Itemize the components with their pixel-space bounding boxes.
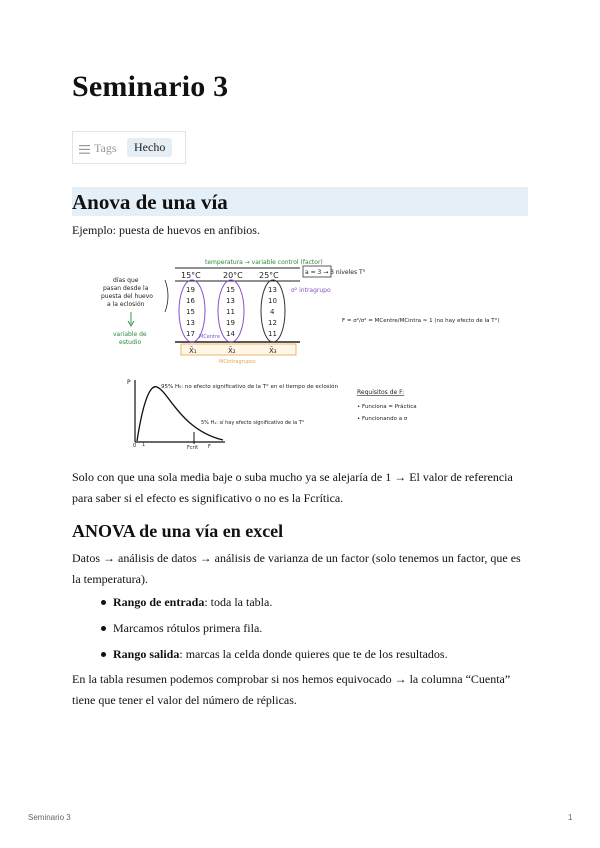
bullet-text-rango-salida: : marcas la celda donde quieres que te de los resultados. xyxy=(179,647,448,661)
bullet-strong-rango-entrada: Rango de entrada xyxy=(113,595,205,609)
cell-c3-r1: 13 xyxy=(268,286,277,294)
plot-tick-1: 1 xyxy=(142,442,146,448)
footer-title: Seminario 3 xyxy=(28,813,71,822)
response-var-2: estudio xyxy=(119,339,142,346)
h0-annotation: 95% H₀: no efecto significativo de la T° en el tiempo de eclosión xyxy=(161,384,338,390)
list-icon xyxy=(79,145,90,154)
column-header-25: 25°C xyxy=(259,271,279,280)
cell-c3-r5: 11 xyxy=(268,330,277,338)
requisites-title: Requisitos de F: xyxy=(357,389,405,396)
footer-page-number: 1 xyxy=(568,813,573,822)
tags-label xyxy=(79,141,117,156)
mean-3: X̄₃ xyxy=(269,347,277,355)
intro-paragraph: Ejemplo: puesta de huevos en anfibios. xyxy=(72,223,260,237)
tags-property xyxy=(72,131,186,164)
cell-c2-r4: 19 xyxy=(226,319,235,327)
sketch-top-label: temperatura → variable control (factor) xyxy=(205,259,323,266)
mcentre-label: MCentre xyxy=(199,334,221,340)
h1-annotation: 5% H₁: sí hay efecto significativo de la T° xyxy=(201,420,305,426)
cell-c2-r1: 15 xyxy=(226,286,235,294)
list-item xyxy=(72,618,530,644)
left-note-1: días que xyxy=(113,277,139,284)
f-formula: F = σ²/σ² = MCentre/MCintra ≈ 1 (no hay efecto de la T°) xyxy=(342,318,500,324)
bullet-text-rango-entrada: : toda la tabla. xyxy=(204,595,273,609)
list-item xyxy=(72,644,530,670)
mean-2: X̄₂ xyxy=(228,347,236,355)
column-header-15: 15°C xyxy=(181,271,201,280)
f-distribution-curve xyxy=(137,387,223,441)
outro-paragraph: En la tabla resumen podemos comprobar si nos hemos equivocado → la columna “Cuenta” tiene que tener el valor del número de réplicas. xyxy=(72,672,511,707)
left-note-brace xyxy=(165,280,168,312)
cell-c3-r3: 4 xyxy=(270,308,275,316)
plot-axis-p: P xyxy=(127,379,131,386)
cell-c2-r3: 11 xyxy=(226,308,235,316)
page-title: Seminario 3 xyxy=(72,70,229,103)
cell-c1-r5: 17 xyxy=(186,330,195,338)
list-item xyxy=(72,592,530,618)
mcinter-label: MCintragrupos xyxy=(219,359,256,365)
excel-steps-list xyxy=(72,592,530,670)
intragroup-label: σ² intragrupo xyxy=(291,287,331,294)
cell-c3-r2: 10 xyxy=(268,297,277,305)
section-heading-anova: Anova de una vía xyxy=(72,190,228,214)
tags-label-text: Tags xyxy=(94,141,117,155)
cell-c1-r3: 15 xyxy=(186,308,195,316)
cell-c2-r5: 14 xyxy=(226,330,235,338)
requisite-2: • Funcionando a σ xyxy=(357,416,408,422)
cell-c2-r2: 13 xyxy=(226,297,235,305)
means-box xyxy=(181,344,296,355)
cell-c1-r4: 13 xyxy=(186,319,195,327)
mean-1: X̄₁ xyxy=(189,347,197,355)
levels-note: a = 3 → 3 niveles T° xyxy=(305,269,366,276)
left-note-4: a la eclosión xyxy=(107,301,145,308)
response-var-1: variable de xyxy=(113,331,147,338)
left-note-2: pasan desde la xyxy=(103,285,149,292)
left-note-3: puesta del huevo xyxy=(101,293,153,300)
plot-axis-f: F xyxy=(208,444,211,450)
bullet-text-rotulos: Marcamos rótulos primera fila. xyxy=(113,621,263,635)
plot-tick-0: 0 xyxy=(133,443,137,449)
requisite-1: • Funciona = Práctica xyxy=(357,404,417,410)
cell-c1-r1: 19 xyxy=(186,286,195,294)
cell-c3-r4: 12 xyxy=(268,319,277,327)
figure-explanation-paragraph: Solo con que una sola media baje o suba mucho ya se alejaría de 1 → El valor de referencia para saber si el efecto es significativo o no es la Fcrítica. xyxy=(72,470,513,505)
status-badge[interactable]: Hecho xyxy=(127,138,172,157)
section-heading-excel: ANOVA de una vía en excel xyxy=(72,521,284,541)
bullet-strong-rango-salida: Rango salida xyxy=(113,647,180,661)
cell-c1-r2: 16 xyxy=(186,297,195,305)
handwritten-notes-figure xyxy=(95,252,500,452)
excel-intro-paragraph: Datos → análisis de datos → análisis de varianza de un factor (solo tenemos un factor, que es la temperatura). xyxy=(72,551,521,586)
column-header-20: 20°C xyxy=(223,271,243,280)
fcrit-label: Fcrit xyxy=(187,445,199,451)
